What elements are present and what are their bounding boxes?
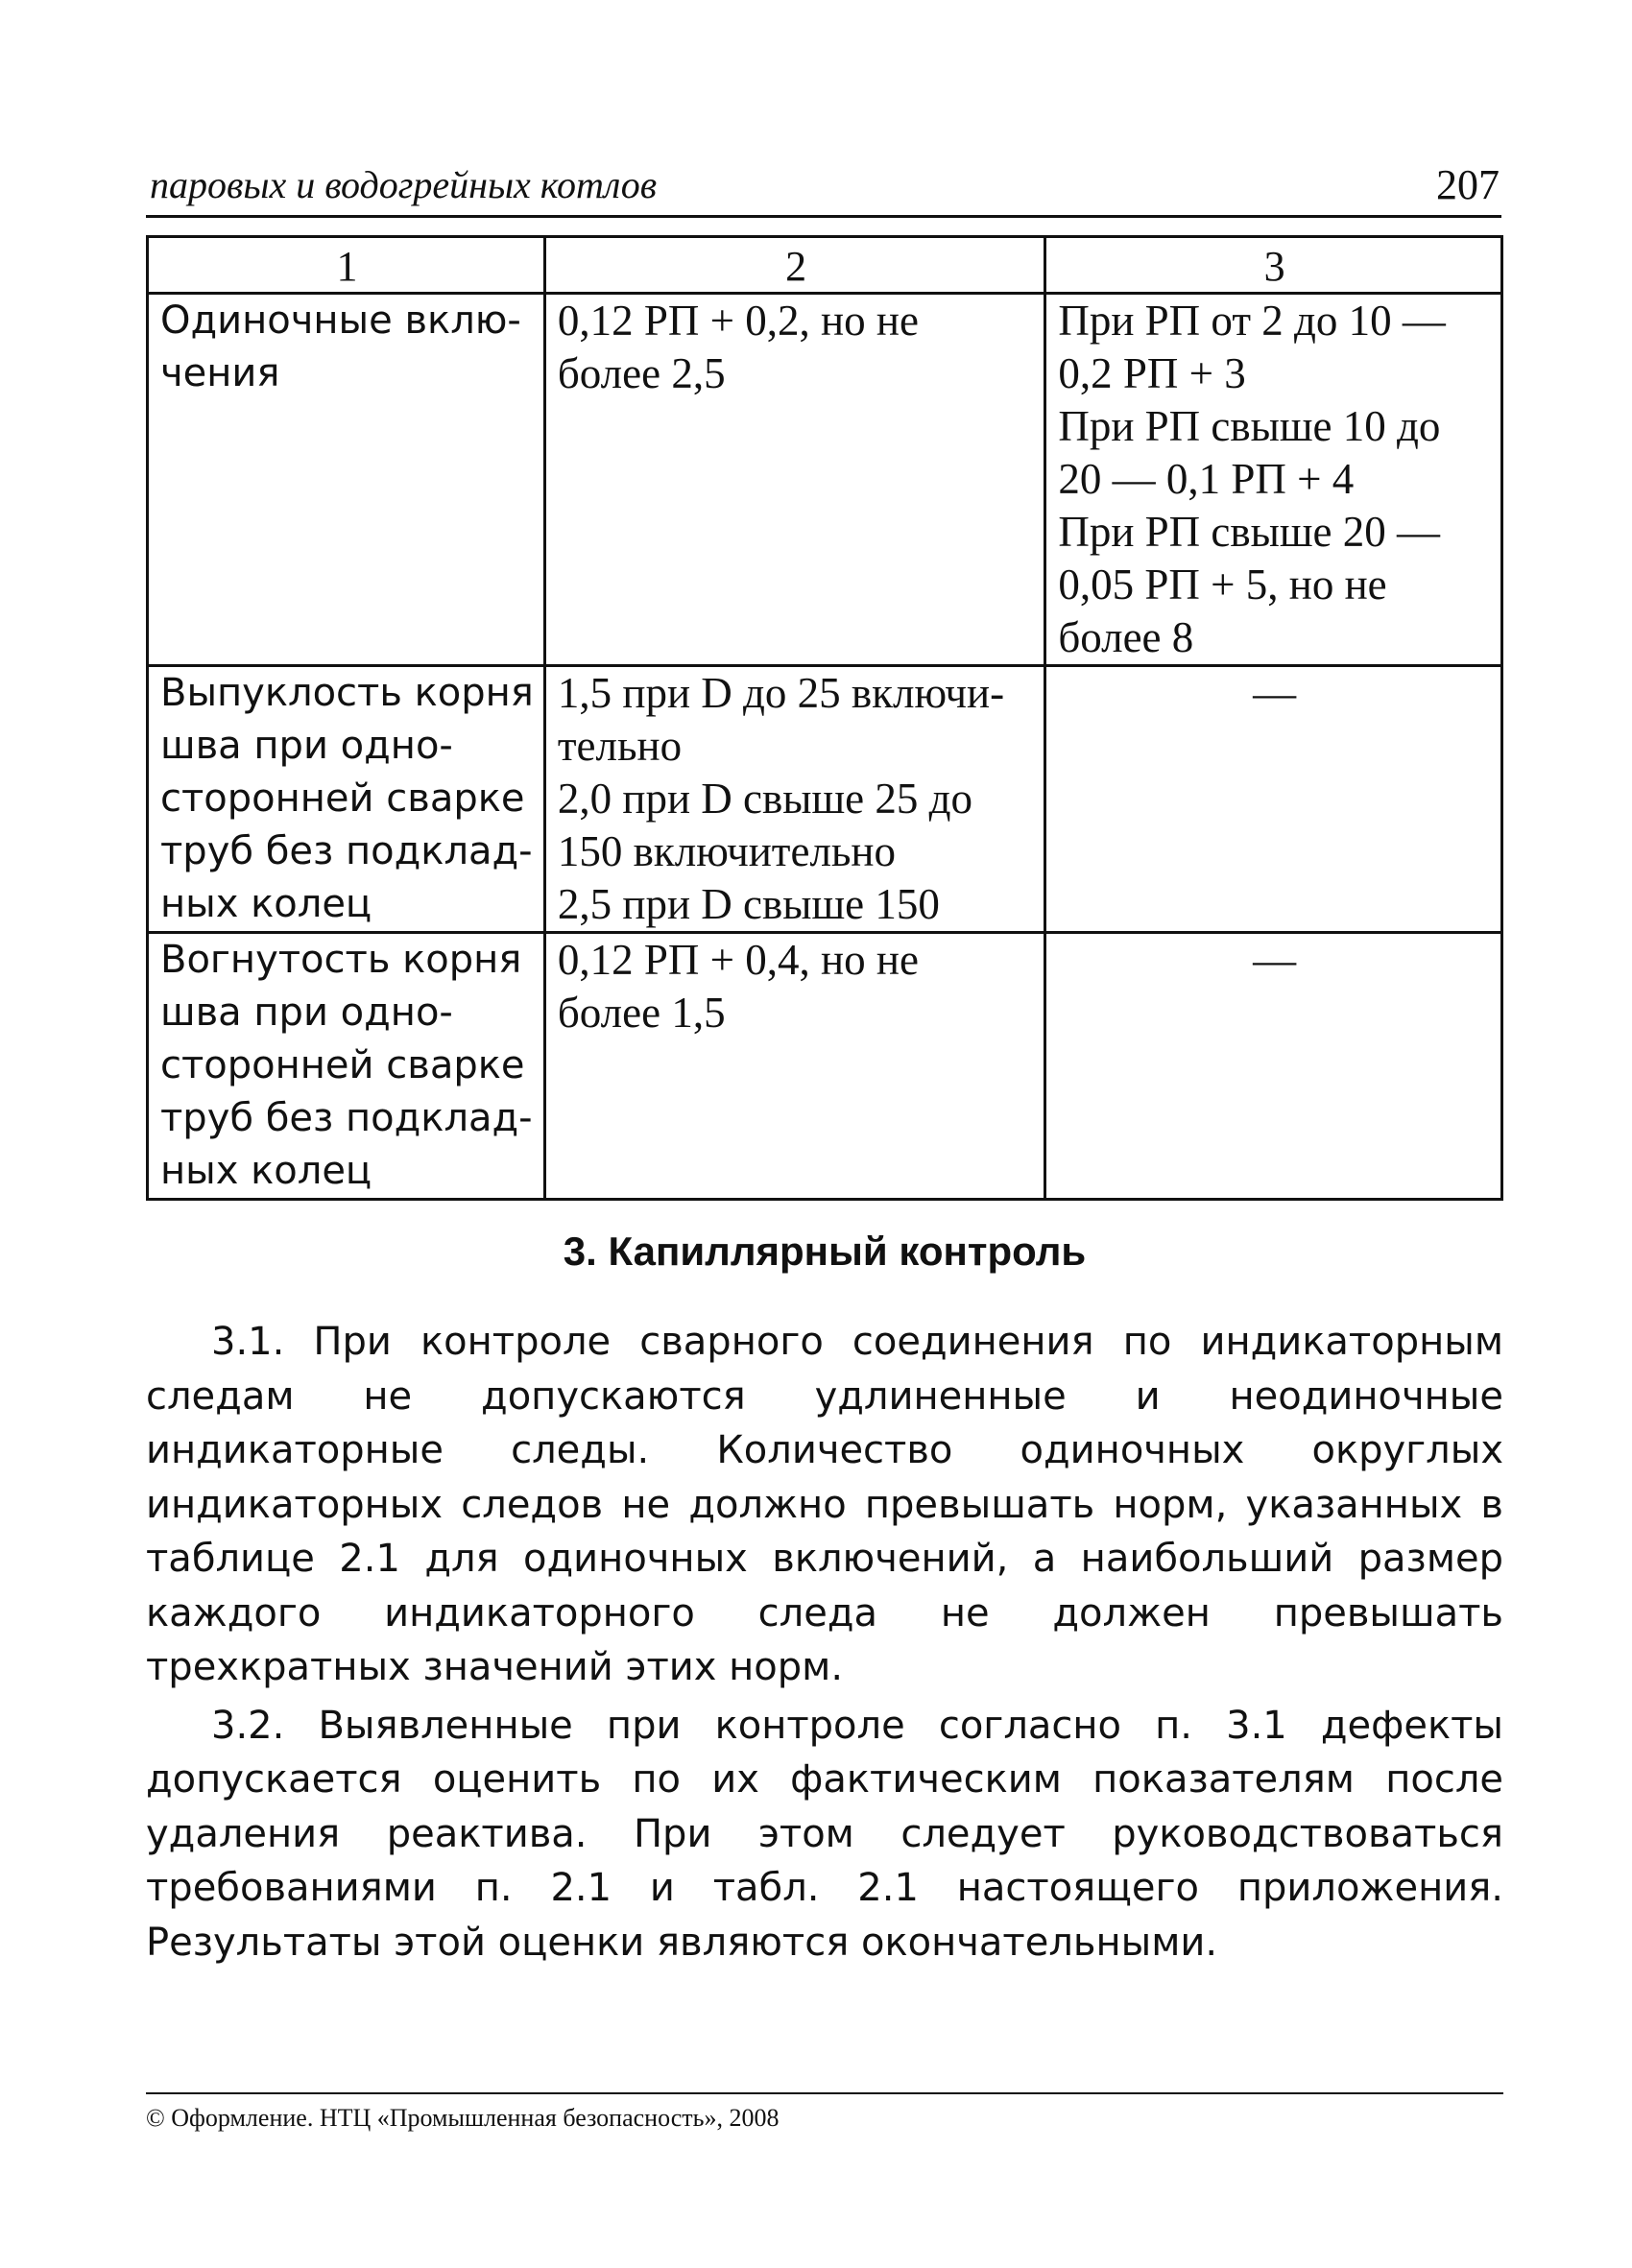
tolerance-table [146, 235, 1503, 1201]
column-header: 1 [148, 237, 545, 294]
table-cell: При РП от 2 до 10 — 0,2 РП + 3 При РП свыше 10 до 20 — 0,1 РП + 4 При РП свыше 20 — 0,05 РП + 5, но не более 8 [1045, 294, 1502, 666]
table-row [148, 933, 1502, 1200]
table-cell: 0,12 РП + 0,4, но не более 1,5 [544, 933, 1044, 1200]
table-cell: Одиночные вклю- чения [148, 294, 545, 666]
table-cell: 1,5 при D до 25 включи- тельно 2,0 при D свыше 25 до 150 включительно 2,5 при D свыше 150 [544, 666, 1044, 933]
paragraph: 3.2. Выявленные при контроле согласно п. 3.1 дефекты допускается оценить по их фактическим показателям после удаления реактива. При этом следует руководствоваться требованиями п. 2.1 и табл. 2.1 настоящего приложения. Результаты этой оценки являются окончательными. [146, 1703, 1503, 1965]
table-row [148, 666, 1502, 933]
page-header [146, 154, 1501, 218]
table-cell: Вогнутость корня шва при одно- сторонней сварке труб без подклад- ных колец [148, 933, 545, 1200]
table-cell: — [1045, 666, 1502, 933]
page-number: 207 [1436, 161, 1500, 208]
column-header: 2 [544, 237, 1044, 294]
section-body [146, 1315, 1503, 1973]
paragraph: 3.1. При контроле сварного соединения по индикаторным следам не допускаются удлиненные и неодиночные индикаторные следы. Количество одиночных округлых индикаторных следов не должно превышать норм, указанных в таблице 2.1 для одиночных включений, а наибольший размер каждого индикаторного следа не должен превышать трехкратных значений этих норм. [146, 1320, 1503, 1689]
table-cell: — [1045, 933, 1502, 1200]
running-title: паровых и водогрейных котлов [150, 163, 658, 206]
table-cell: Выпуклость корня шва при одно- сторонней сварке труб без подклад- ных колец [148, 666, 545, 933]
footer-copyright: © Оформление. НТЦ «Промышленная безопасность», 2008 [146, 2092, 1503, 2133]
table-header-row [148, 237, 1502, 294]
table-row [148, 294, 1502, 666]
table-cell: 0,12 РП + 0,2, но не более 2,5 [544, 294, 1044, 666]
column-header: 3 [1045, 237, 1502, 294]
section-heading: 3. Капиллярный контроль [563, 1229, 1087, 1274]
